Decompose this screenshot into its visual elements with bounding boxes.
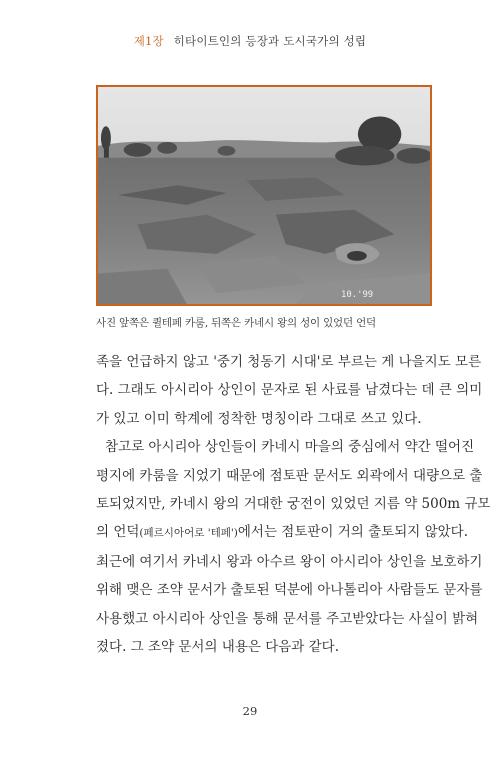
body-line: 사용했고 아시리아 상인을 통해 문서를 주고받았다는 사실이 밝혀: [96, 610, 479, 627]
page-number: 29: [242, 704, 258, 718]
chapter-title: 히타이트인의 등장과 도시국가의 성립: [173, 34, 367, 48]
body-line: 토되었지만, 카네시 왕의 거대한 궁전이 있었던 지름 약 500m 규모: [96, 496, 491, 513]
body-line: 가 있고 이미 학계에 정착한 명칭이라 그대로 쓰고 있다.: [96, 410, 422, 427]
body-line-composite: [96, 518, 468, 547]
body-line: 평지에 카룸을 지었기 때문에 점토판 문서도 외곽에서 대량으로 출: [96, 467, 483, 484]
excavation-photo: [96, 85, 432, 306]
body-line: 졌다. 그 조약 문서의 내용은 다음과 같다.: [96, 639, 339, 656]
body-line: 참고로 아시리아 상인들이 카네시 마을의 중심에서 약간 떨어진: [105, 439, 475, 456]
body-line-annotation: (페르시아어로 '테페'): [139, 527, 238, 540]
body-line: 다. 그래도 아시리아 상인이 문자로 된 사료를 남겼다는 데 큰 의미: [96, 382, 483, 399]
figure-caption: 사진 앞쪽은 퀼테페 카룸, 뒤쪽은 카네시 왕의 성이 있었던 언덕: [96, 317, 376, 329]
photo-date-stamp: 10.'99: [341, 290, 374, 301]
running-header: [0, 33, 500, 49]
chapter-number: 제1장: [133, 34, 164, 48]
body-line-part: 의 언덕: [96, 524, 140, 541]
excavation-photo-image: [98, 87, 430, 304]
body-line: 족을 언급하지 않고 '중기 청동기 시대'로 부르는 게 나을지도 모른: [96, 354, 482, 370]
body-text: [96, 348, 491, 661]
body-line: 위해 맺은 조약 문서가 출토된 덕분에 아나톨리아 사람들도 문자를: [96, 582, 483, 599]
body-line-part: 에서는 점토판이 거의 출토되지 않았다.: [237, 524, 468, 541]
body-line: 최근에 여기서 카네시 왕과 아수르 왕이 아시리아 상인을 보호하기: [96, 553, 483, 570]
